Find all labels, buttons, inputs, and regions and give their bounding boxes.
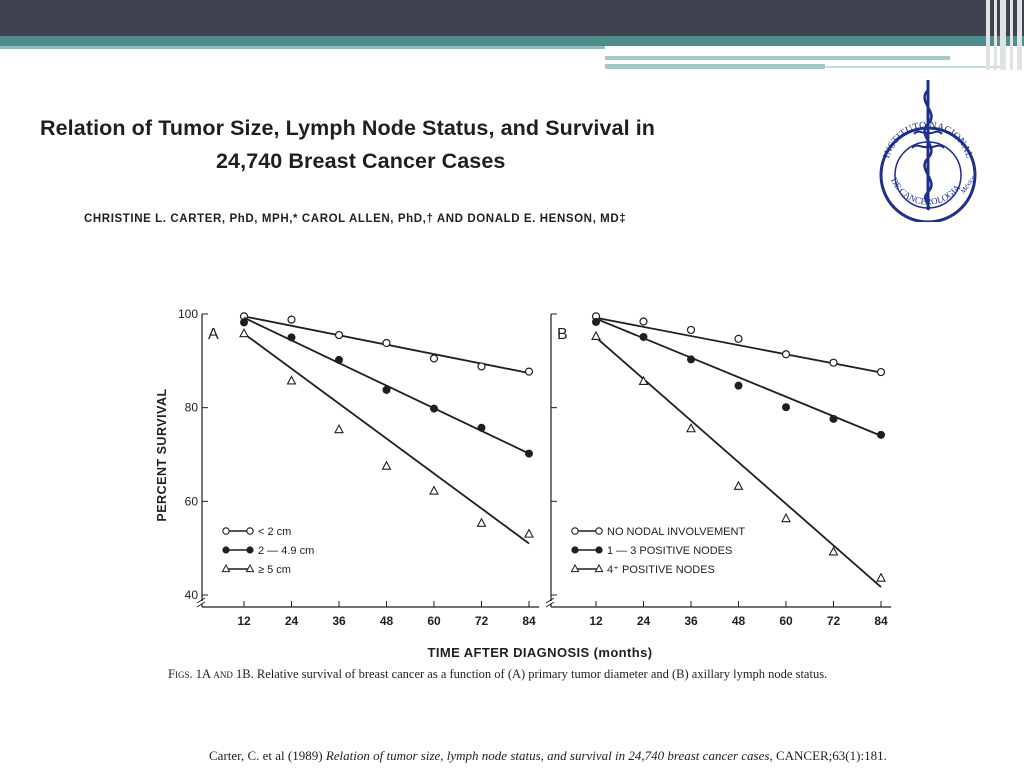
data-point-filled-circle	[430, 405, 438, 413]
data-point-open-triangle	[687, 424, 695, 432]
institute-logo	[876, 78, 980, 222]
y-axis-label: PERCENT SURVIVAL	[155, 388, 169, 522]
x-axis-label: TIME AFTER DIAGNOSIS (months)	[427, 645, 653, 660]
data-point-open-circle	[383, 340, 390, 347]
data-point-open-circle	[783, 351, 790, 358]
data-point-open-circle	[735, 335, 742, 342]
legend-marker-open-circle	[223, 528, 229, 534]
svg-text:DE CANCEROLOGIA	[889, 176, 963, 206]
legend-label: NO NODAL INVOLVEMENT	[607, 526, 746, 538]
legend-label: < 2 cm	[258, 526, 292, 538]
x-tick-label: 36	[684, 614, 698, 628]
data-point-open-triangle	[525, 530, 533, 538]
decorative-vertical-bars	[984, 0, 1024, 70]
data-point-filled-circle	[687, 355, 695, 363]
legend-marker-filled-circle	[571, 546, 578, 553]
data-point-filled-circle	[288, 333, 296, 341]
data-point-filled-circle	[478, 424, 486, 432]
data-point-open-triangle	[877, 574, 885, 582]
panel-label: A	[208, 326, 219, 343]
x-tick-label: 72	[474, 614, 489, 628]
teal-thin-stripe	[0, 46, 605, 49]
data-point-open-triangle	[335, 425, 343, 433]
x-tick-label: 12	[237, 614, 251, 628]
x-tick-label: 84	[874, 614, 888, 628]
data-point-open-circle	[640, 318, 647, 325]
data-point-open-triangle	[592, 332, 600, 340]
data-point-filled-circle	[383, 386, 391, 394]
figure-caption	[168, 667, 827, 682]
data-point-open-circle	[878, 369, 885, 376]
x-tick-label: 84	[522, 614, 536, 628]
data-point-filled-circle	[592, 318, 600, 326]
x-tick-label: 24	[636, 614, 651, 628]
decorative-line	[605, 64, 825, 69]
legend-marker-open-circle	[572, 528, 578, 534]
chart-panel-b	[546, 313, 891, 628]
x-tick-label: 36	[332, 614, 346, 628]
x-tick-label: 60	[427, 614, 441, 628]
data-point-open-circle	[526, 368, 533, 375]
data-point-filled-circle	[240, 318, 248, 326]
data-point-open-triangle	[383, 462, 391, 470]
data-point-open-circle	[688, 326, 695, 333]
panel-label: B	[557, 326, 568, 343]
chart-panel-a	[178, 307, 539, 628]
y-tick-label: 40	[184, 588, 198, 602]
data-point-filled-circle	[877, 431, 885, 439]
y-tick-label: 80	[184, 400, 198, 415]
legend-marker-filled-circle	[222, 546, 229, 553]
citation-suffix: , CANCER;63(1):181.	[769, 748, 887, 763]
teal-stripe	[0, 36, 1024, 46]
data-point-open-triangle	[430, 487, 438, 495]
data-point-open-circle	[336, 332, 343, 339]
survival-figure	[140, 295, 900, 695]
caption-text: Relative survival of breast cancer as a function of (A) primary tumor diameter and (B) axillary lymph node status.	[253, 667, 828, 681]
logo-text-bottom: DE CANCEROLOGIA	[889, 176, 963, 207]
x-tick-label: 24	[284, 614, 299, 628]
title-line-2: 24,740 Breast Cancer Cases	[216, 149, 506, 173]
data-point-open-triangle	[735, 482, 743, 490]
data-point-open-triangle	[288, 376, 296, 384]
fit-line-open-circle	[596, 318, 881, 373]
decorative-line	[825, 66, 1005, 68]
data-point-open-triangle	[240, 329, 248, 337]
slide-title	[40, 112, 740, 178]
logo-text-mexico: México	[959, 173, 978, 196]
legend-label: 2 — 4.9 cm	[258, 545, 315, 557]
x-tick-label: 12	[589, 614, 603, 628]
citation-prefix: Carter, C. et al (1989)	[209, 748, 326, 763]
data-point-filled-circle	[640, 333, 648, 341]
axis-break-mark	[546, 598, 554, 607]
title-line-1: Relation of Tumor Size, Lymph Node Status, and Survival in	[40, 116, 656, 140]
data-point-open-circle	[478, 363, 485, 370]
legend-label: 1 — 3 POSITIVE NODES	[607, 545, 733, 557]
data-point-open-circle	[288, 316, 295, 323]
y-tick-label: 100	[177, 307, 198, 321]
x-tick-label: 60	[779, 614, 793, 628]
x-tick-label: 48	[379, 614, 394, 628]
logo-text-top: INSTITUTO NACIONAL	[881, 119, 975, 160]
data-point-open-circle	[431, 355, 438, 362]
data-point-open-circle	[830, 359, 837, 366]
authors-line: CHRISTINE L. CARTER, PhD, MPH,* CAROL ALLEN, PhD,† AND DONALD E. HENSON, MD‡	[84, 213, 627, 225]
citation-title: Relation of tumor size, lymph node status, and survival in 24,740 breast cancer cases	[325, 748, 770, 763]
data-point-filled-circle	[735, 382, 743, 390]
legend-marker-open-circle	[596, 528, 602, 534]
fit-line-filled-circle	[244, 318, 529, 454]
legend-marker-open-circle	[247, 528, 253, 534]
legend-label: ≥ 5 cm	[258, 564, 291, 576]
caption-prefix: Figs. 1A and 1B.	[168, 667, 254, 681]
data-point-open-triangle	[782, 514, 790, 522]
data-point-filled-circle	[335, 356, 343, 364]
decorative-line	[605, 56, 950, 60]
data-point-filled-circle	[525, 450, 533, 458]
citation	[209, 748, 887, 764]
x-tick-label: 72	[826, 614, 841, 628]
legend-marker-filled-circle	[246, 546, 253, 553]
y-tick-label: 60	[184, 494, 198, 509]
data-point-filled-circle	[830, 415, 838, 423]
data-point-open-triangle	[478, 519, 486, 527]
legend-label: 4⁺ POSITIVE NODES	[607, 564, 715, 576]
data-point-filled-circle	[782, 403, 790, 411]
axis-break-mark	[197, 598, 205, 607]
legend-marker-filled-circle	[595, 546, 602, 553]
survival-chart	[140, 295, 900, 695]
x-tick-label: 48	[731, 614, 746, 628]
top-bar	[0, 0, 1024, 36]
